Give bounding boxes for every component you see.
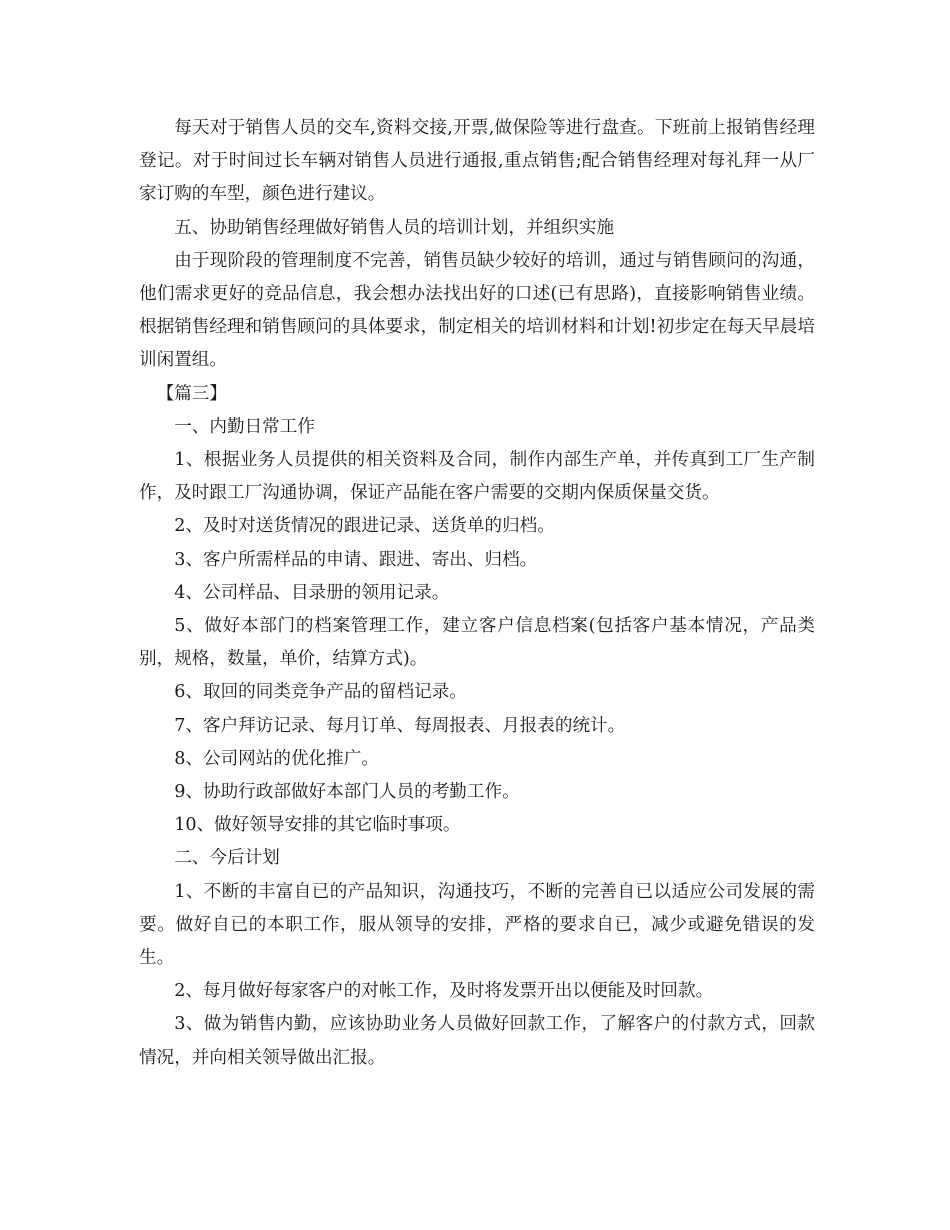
section-tag-part-three: 【篇三】 [156,383,227,404]
list-item-daily-4: 4、公司样品、目录册的领用记录。 [174,582,450,603]
list-item-daily-9: 9、协助行政部做好本部门人员的考勤工作。 [174,782,520,803]
list-item-plan-1: 1、不断的丰富自已的产品知识，沟通技巧，不断的完善自已以适应公司发展的需要。做好自已的本职工作，服从领导的安排，严格的要求自已，减少或避免错误的发生。 [139,881,815,969]
document-body [139,112,815,1075]
heading-daily-work: 一、内勤日常工作 [174,416,315,437]
list-item-daily-10: 10、做好领导安排的其它临时事项。 [174,815,461,836]
list-item-plan-2: 2、每月做好每家客户的对帐工作，及时将发票开出以便能及时回款。 [174,981,714,1002]
heading-future-plan: 二、今后计划 [174,848,280,869]
paragraph-vehicle-delivery-check: 每天对于销售人员的交车,资料交接,开票,做保险等进行盘查。下班前上报销售经理登记。对于时间过长车辆对销售人员进行通报,重点销售;配合销售经理对每礼拜一从厂家订购的车型，颜色进行建议。 [139,118,815,205]
list-item-daily-6: 6、取回的同类竞争产品的留档记录。 [174,682,467,703]
list-item-daily-2: 2、及时对送货情况的跟进记录、送货单的归档。 [174,516,555,537]
heading-training-plan: 五、协助销售经理做好销售人员的培训计划，并组织实施 [174,217,615,238]
paragraph-training-details: 由于现阶段的管理制度不完善，销售员缺少较好的培训，通过与销售顾问的沟通，他们需求更好的竞品信息，我会想办法找出好的口述(已有思路)，直接影响销售业绩。根据销售经理和销售顾问的具体要求，制定相关的培训材料和计划!初步定在每天早晨培训闲置组。 [139,250,815,371]
list-item-plan-3: 3、做为销售内勤，应该协助业务人员做好回款工作，了解客户的付款方式，回款情况，并向相关领导做出汇报。 [139,1014,815,1068]
list-item-daily-1: 1、根据业务人员提供的相关资料及合同，制作内部生产单，并传真到工厂生产制作，及时跟工厂沟通协调，保证产品能在客户需要的交期内保质保量交货。 [139,450,815,504]
list-item-daily-7: 7、客户拜访记录、每月订单、每周报表、月报表的统计。 [174,715,626,736]
list-item-daily-8: 8、公司网站的优化推广。 [174,748,379,769]
list-item-daily-3: 3、客户所需样品的申请、跟进、寄出、归档。 [174,549,538,570]
list-item-daily-5: 5、做好本部门的档案管理工作，建立客户信息档案(包括客户基本情况，产品类别，规格，数量，单价，结算方式)。 [139,616,815,670]
